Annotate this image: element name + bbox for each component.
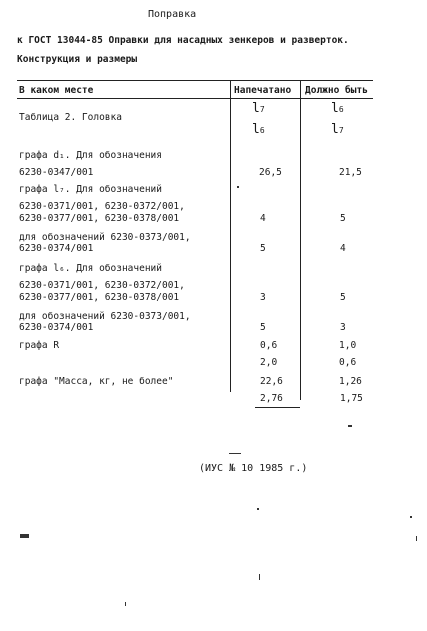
should-be-value: 0,6 <box>339 357 357 368</box>
scan-speck <box>410 516 412 518</box>
table-bottom-rule <box>255 407 300 408</box>
scan-speck <box>20 534 29 538</box>
printed-value: 26,5 <box>259 167 282 178</box>
printed-value: 0,6 <box>260 340 278 351</box>
column-header-printed: Напечатано <box>234 85 292 96</box>
standard-reference: к ГОСТ 13044-85 Оправки для насадных зенкеров и разверток. <box>17 35 349 46</box>
table-row-place: графа "Масса, кг, не более" <box>19 376 174 387</box>
should-be-value: 3 <box>340 322 346 333</box>
table-row-place-cont: 6230-0377/001, 6230-0378/001 <box>19 292 180 303</box>
table-row-place: графа d₁. Для обозначения <box>19 150 162 161</box>
table-row-place-cont: 6230-0374/001 <box>19 243 94 254</box>
should-be-symbol-2: l7 <box>331 122 344 137</box>
table-top-rule <box>17 80 373 81</box>
standard-subtitle: Конструкция и размеры <box>17 54 138 65</box>
scan-speck <box>348 425 352 427</box>
printed-value: 3 <box>260 292 266 303</box>
table-col-divider-1 <box>230 80 231 392</box>
scan-speck <box>257 508 259 510</box>
should-be-value: 1,75 <box>340 393 363 404</box>
scan-speck <box>416 536 417 541</box>
should-be-symbol-1: l6 <box>331 101 344 116</box>
scan-speck <box>125 602 126 606</box>
table-col-divider-2 <box>300 80 301 400</box>
table-row-place-cont: 6230-0371/001, 6230-0372/001, <box>19 280 185 291</box>
printed-value: 5 <box>260 322 266 333</box>
table-row-place-cont: 6230-0347/001 <box>19 167 94 178</box>
printed-symbol-1: l7 <box>252 101 265 116</box>
table-row-place: для обозначений 6230-0373/001, <box>19 232 191 243</box>
should-be-value: 5 <box>340 292 346 303</box>
printed-value: 2,0 <box>260 357 278 368</box>
should-be-value: 1,0 <box>339 340 357 351</box>
should-be-value: 4 <box>340 243 346 254</box>
table-row-place-cont: 6230-0377/001, 6230-0378/001 <box>19 213 180 224</box>
table-row-place-cont: 6230-0374/001 <box>19 322 94 333</box>
should-be-value: 21,5 <box>339 167 362 178</box>
scan-speck <box>259 574 260 580</box>
printed-value: 22,6 <box>260 376 283 387</box>
should-be-value: 5 <box>340 213 346 224</box>
scan-speck <box>229 453 241 454</box>
table-row-place-cont: 6230-0371/001, 6230-0372/001, <box>19 201 185 212</box>
printed-value: 2,76 <box>260 393 283 404</box>
printed-value: 4 <box>260 213 266 224</box>
printed-value: 5 <box>260 243 266 254</box>
bulletin-reference: (ИУС № 10 1985 г.) <box>199 463 308 474</box>
table-row-place: графа l₇. Для обозначений <box>19 184 162 195</box>
table-row-place: графа R <box>19 340 60 351</box>
table-row-place: для обозначений 6230-0373/001, <box>19 311 191 322</box>
table-row-place: Таблица 2. Головка <box>19 112 122 123</box>
scan-speck <box>237 186 239 188</box>
correction-title: Поправка <box>148 9 197 20</box>
should-be-value: 1,26 <box>339 376 362 387</box>
printed-symbol-2: l6 <box>252 122 265 137</box>
table-row-place: графа l₆. Для обозначений <box>19 263 162 274</box>
column-header-should-be: Должно быть <box>305 85 368 96</box>
table-header-rule <box>17 98 373 99</box>
column-header-place: В каком месте <box>19 85 94 96</box>
